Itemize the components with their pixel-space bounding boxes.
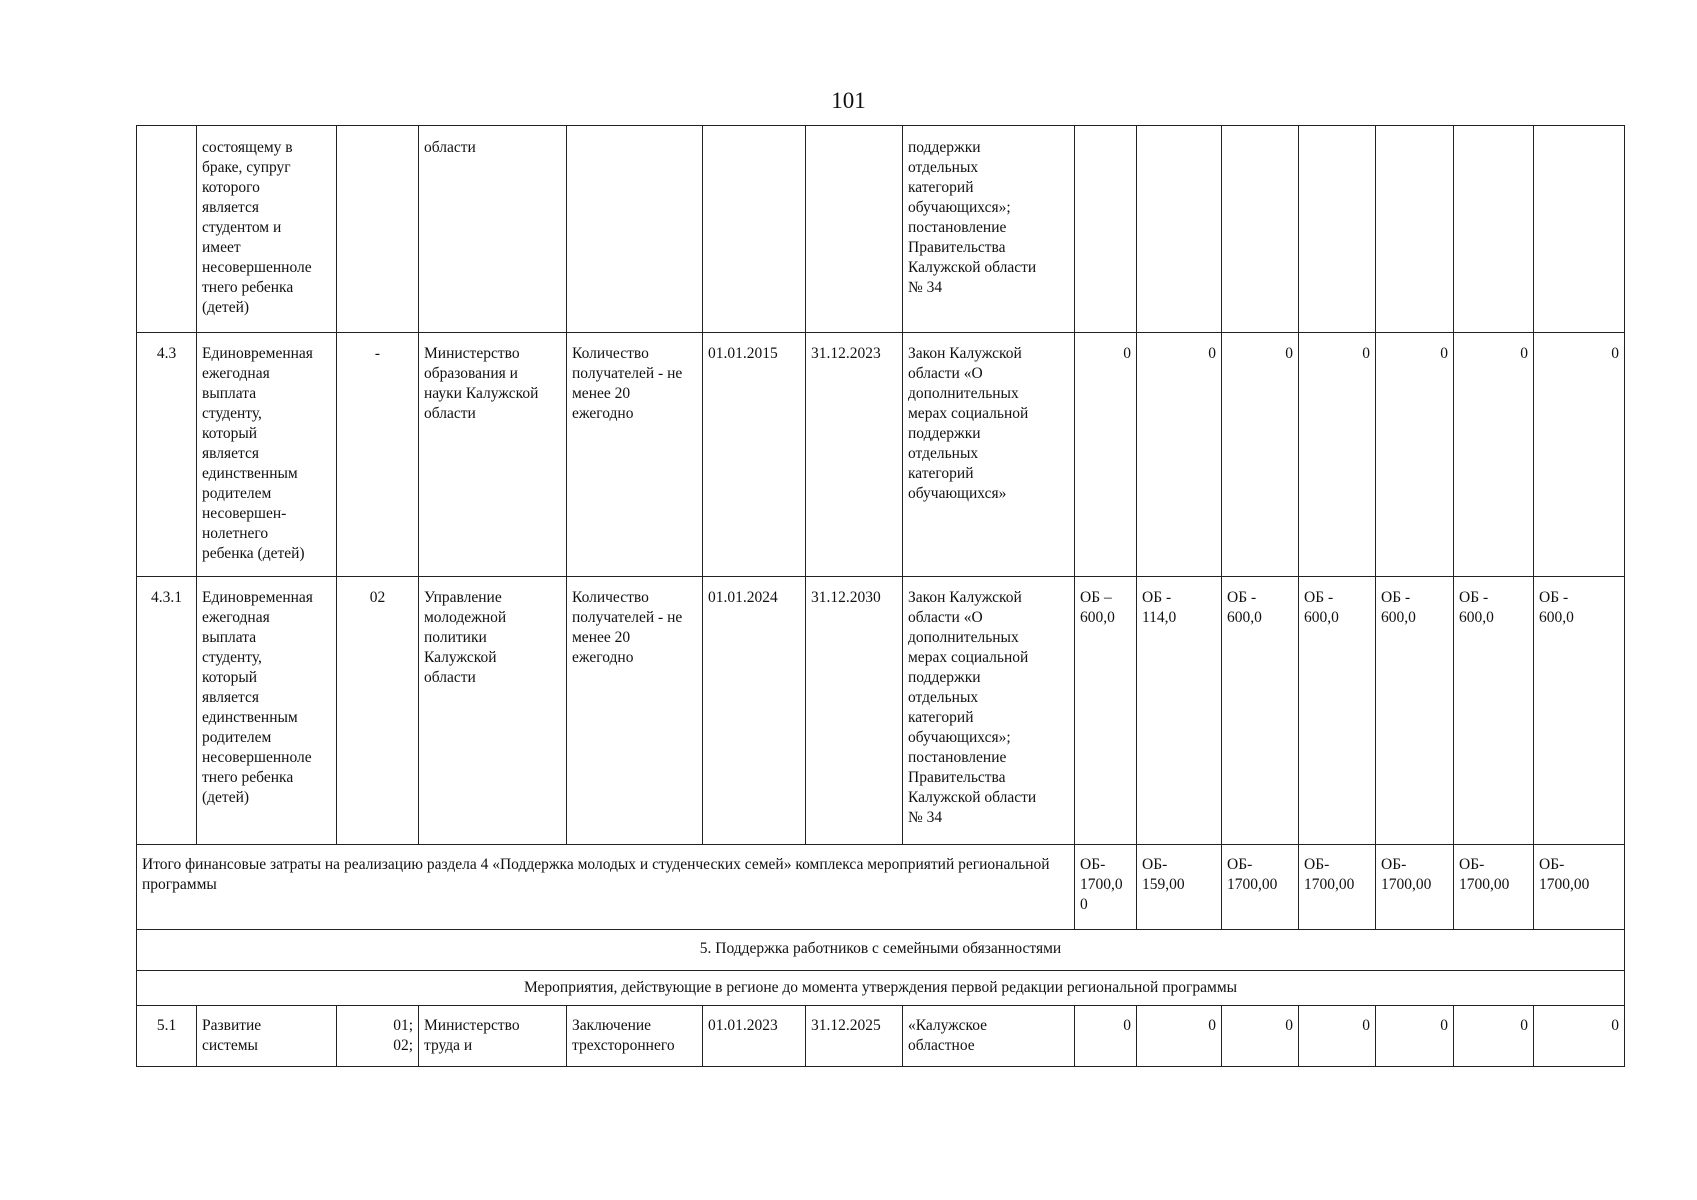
value-cell: 0 [1376, 1006, 1454, 1067]
code-cell [337, 126, 419, 333]
start-date-cell: 01.01.2023 [703, 1006, 806, 1067]
total-value-cell: ОБ- 1700,00 [1376, 845, 1454, 930]
value-cell: 0 [1222, 333, 1299, 577]
table-row [137, 1006, 1625, 1067]
total-value-cell: ОБ- 1700,00 [1222, 845, 1299, 930]
program-table [136, 125, 1625, 1067]
end-date-cell: 31.12.2030 [806, 577, 903, 845]
indicator-cell: Заключение трехстороннего [567, 1006, 703, 1067]
measure-name-cell: Единовременная ежегодная выплата студенту, который является единственным родителем несовершен- нолетнего ребенка (детей) [197, 333, 337, 577]
value-cell: ОБ - 114,0 [1137, 577, 1222, 845]
value-cell [1137, 126, 1222, 333]
total-value-cell: ОБ- 1700,00 [1534, 845, 1625, 930]
code-cell: 02 [337, 577, 419, 845]
value-cell: 0 [1376, 333, 1454, 577]
measure-name-cell: Развитие системы [197, 1006, 337, 1067]
value-cell: ОБ - 600,0 [1222, 577, 1299, 845]
row-id-cell: 5.1 [137, 1006, 197, 1067]
indicator-cell [567, 126, 703, 333]
code-cell: - [337, 333, 419, 577]
value-cell [1299, 126, 1376, 333]
row-id-cell [137, 126, 197, 333]
indicator-cell: Количество получателей - не менее 20 ежегодно [567, 577, 703, 845]
legal-basis-cell: поддержки отдельных категорий обучающихся»; постановление Правительства Калужской области № 34 [903, 126, 1075, 333]
value-cell: 0 [1454, 1006, 1534, 1067]
total-value-cell: ОБ- 1700,00 [1299, 845, 1376, 930]
value-cell [1454, 126, 1534, 333]
end-date-cell: 31.12.2025 [806, 1006, 903, 1067]
code-cell: 01; 02; [337, 1006, 419, 1067]
total-value-cell: ОБ- 1700,0 0 [1075, 845, 1137, 930]
legal-basis-cell: Закон Калужской области «О дополнительных мерах социальной поддержки отдельных категорий обучающихся» [903, 333, 1075, 577]
executor-cell: области [419, 126, 567, 333]
start-date-cell: 01.01.2024 [703, 577, 806, 845]
value-cell [1534, 126, 1625, 333]
value-cell: 0 [1299, 333, 1376, 577]
section-row [137, 930, 1625, 971]
end-date-cell [806, 126, 903, 333]
executor-cell: Управление молодежной политики Калужской области [419, 577, 567, 845]
value-cell [1222, 126, 1299, 333]
value-cell: 0 [1534, 333, 1625, 577]
value-cell: 0 [1075, 333, 1137, 577]
total-value-cell: ОБ- 159,00 [1137, 845, 1222, 930]
value-cell: 0 [1299, 1006, 1376, 1067]
value-cell: ОБ - 600,0 [1534, 577, 1625, 845]
measure-name-cell: Единовременная ежегодная выплата студенту, который является единственным родителем несовершенноле тнего ребенка (детей) [197, 577, 337, 845]
end-date-cell: 31.12.2023 [806, 333, 903, 577]
indicator-cell: Количество получателей - не менее 20 ежегодно [567, 333, 703, 577]
row-id-cell: 4.3.1 [137, 577, 197, 845]
subsection-title: Мероприятия, действующие в регионе до момента утверждения первой редакции региональной программы [137, 971, 1625, 1006]
legal-basis-cell: Закон Калужской области «О дополнительных мерах социальной поддержки отдельных категорий обучающихся»; постановление Правительства Калужской области № 34 [903, 577, 1075, 845]
value-cell: 0 [1137, 333, 1222, 577]
value-cell: ОБ - 600,0 [1299, 577, 1376, 845]
table-row [137, 126, 1625, 333]
page-number: 101 [831, 88, 866, 113]
total-row [137, 845, 1625, 930]
value-cell: 0 [1534, 1006, 1625, 1067]
legal-basis-cell: «Калужское областное [903, 1006, 1075, 1067]
total-label: Итого финансовые затраты на реализацию раздела 4 «Поддержка молодых и студенческих семей» комплекса мероприятий региональной программы [137, 845, 1075, 930]
total-value-cell: ОБ- 1700,00 [1454, 845, 1534, 930]
table-row [137, 577, 1625, 845]
start-date-cell: 01.01.2015 [703, 333, 806, 577]
value-cell: 0 [1222, 1006, 1299, 1067]
value-cell: 0 [1137, 1006, 1222, 1067]
subsection-row [137, 971, 1625, 1006]
row-id-cell: 4.3 [137, 333, 197, 577]
value-cell: ОБ – 600,0 [1075, 577, 1137, 845]
value-cell [1075, 126, 1137, 333]
value-cell: ОБ - 600,0 [1376, 577, 1454, 845]
value-cell: ОБ - 600,0 [1454, 577, 1534, 845]
section-title: 5. Поддержка работников с семейными обязанностями [137, 930, 1625, 971]
value-cell: 0 [1075, 1006, 1137, 1067]
executor-cell: Министерство труда и [419, 1006, 567, 1067]
value-cell: 0 [1454, 333, 1534, 577]
value-cell [1376, 126, 1454, 333]
executor-cell: Министерство образования и науки Калужской области [419, 333, 567, 577]
table-row [137, 333, 1625, 577]
start-date-cell [703, 126, 806, 333]
measure-name-cell: состоящему в браке, супруг которого является студентом и имеет несовершенноле тнего ребенка (детей) [197, 126, 337, 333]
